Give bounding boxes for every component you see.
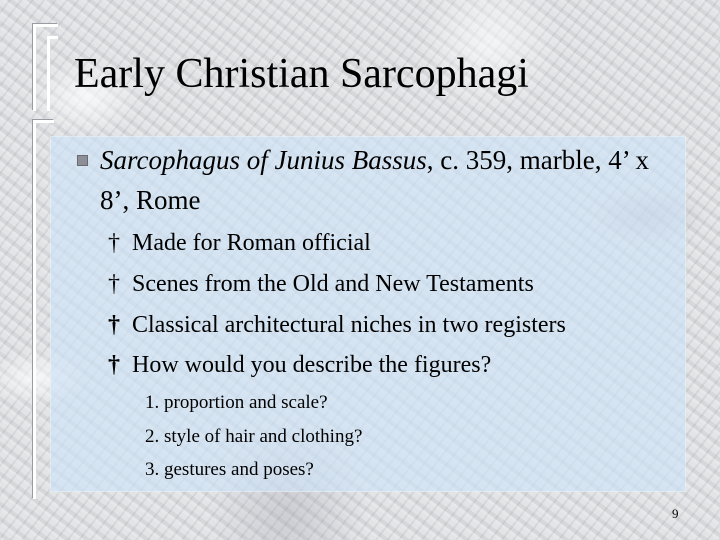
dagger-icon: †: [108, 271, 120, 297]
square-bullet-icon: [77, 155, 88, 166]
sub-bullet-4: [108, 350, 491, 380]
sub-bullet-3: [108, 310, 566, 340]
dagger-icon: †: [108, 312, 120, 338]
numbered-item-3: 3. gestures and poses?: [145, 459, 314, 480]
page-number: 9: [672, 506, 679, 521]
sub-bullet-1: [108, 228, 371, 258]
dagger-icon: †: [108, 230, 120, 256]
sub-bullet-text: Made for Roman official: [132, 230, 371, 256]
sub-bullet-2: [108, 269, 534, 299]
artwork-details: , c. 359, marble, 4’ x 8’, Rome: [100, 145, 649, 215]
numbered-item-2: 2. style of hair and clothing?: [145, 426, 363, 447]
numbered-item-1: 1. proportion and scale?: [145, 392, 328, 413]
slide-title: Early Christian Sarcophagi: [74, 51, 529, 97]
sub-bullet-text: Scenes from the Old and New Testaments: [132, 271, 534, 297]
title-frame-inner-decoration: [47, 36, 58, 111]
artwork-title: Sarcophagus of Junius Bassus: [100, 145, 427, 175]
sub-bullet-text: How would you describe the figures?: [132, 352, 492, 378]
main-bullet-text: [100, 140, 680, 220]
sub-bullet-text: Classical architectural niches in two registers: [132, 312, 566, 338]
dagger-icon: †: [108, 352, 120, 378]
